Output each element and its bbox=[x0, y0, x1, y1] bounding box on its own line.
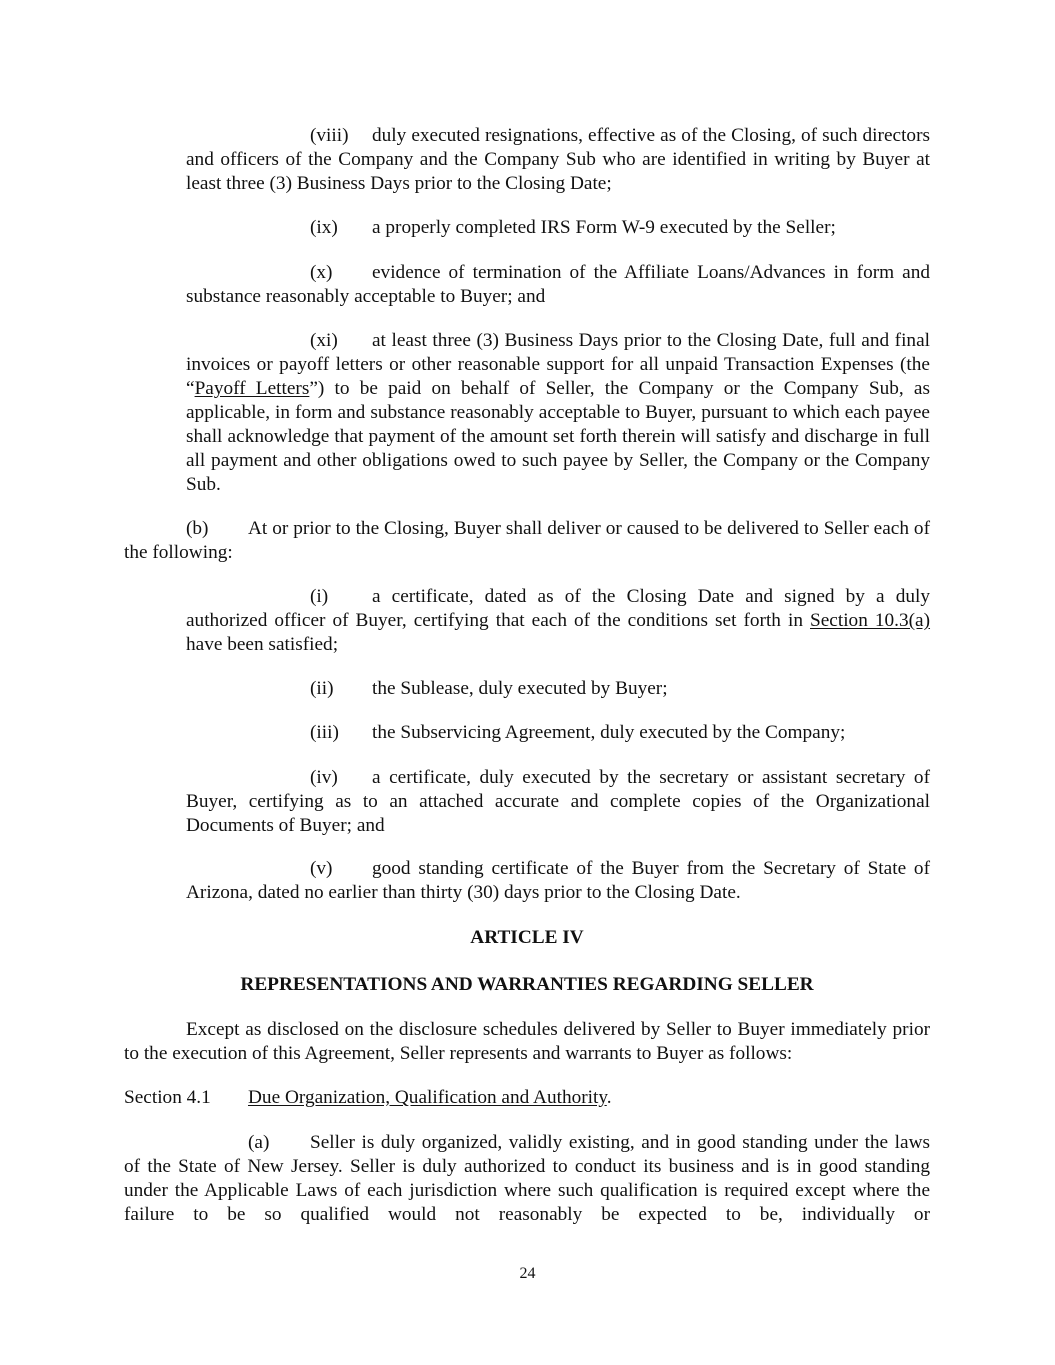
section-heading bbox=[124, 1086, 930, 1110]
item-b-i bbox=[186, 585, 930, 657]
article-title: REPRESENTATIONS AND WARRANTIES REGARDING SELLER bbox=[240, 974, 814, 995]
item-label: (ii) bbox=[310, 678, 334, 699]
section-title: Due Organization, Qualification and Authority bbox=[248, 1087, 607, 1108]
item-text: a properly completed IRS Form W-9 executed by the Seller; bbox=[372, 217, 836, 238]
item-text-before: a certificate, dated as of the Closing Date and signed by a duly authorized officer of Buyer, certifying that each of the conditions set forth in bbox=[186, 586, 930, 631]
clause-4-1-a bbox=[124, 1131, 930, 1227]
item-label: (v) bbox=[310, 858, 333, 879]
item-text-before: at least three (3) Business Days prior to the Closing Date, full and final invoices or payoff letters or other reasonable support for all unpaid Transaction Expenses (the “ bbox=[186, 330, 930, 399]
item-label: (iii) bbox=[310, 722, 339, 743]
item-b-ii bbox=[186, 677, 930, 701]
item-ix bbox=[186, 216, 930, 240]
item-b-v bbox=[186, 857, 930, 905]
item-viii bbox=[186, 124, 930, 196]
item-label: (xi) bbox=[310, 330, 338, 351]
clause-label: (b) bbox=[186, 518, 209, 539]
item-text-after: have been satisfied; bbox=[186, 634, 339, 655]
item-xi bbox=[186, 329, 930, 497]
clause-label: (a) bbox=[248, 1132, 270, 1153]
item-text: a certificate, duly executed by the secretary or assistant secretary of Buyer, certifying as to an attached accurate and complete copies of the Organizational Documents of Buyer; and bbox=[186, 767, 930, 836]
clause-text: At or prior to the Closing, Buyer shall deliver or caused to be delivered to Seller each of the following: bbox=[124, 518, 930, 563]
item-label: (viii) bbox=[310, 125, 349, 146]
defined-term-payoff-letters: Payoff Letters bbox=[194, 378, 310, 399]
section-number: Section 4.1 bbox=[124, 1087, 211, 1108]
item-text: the Subservicing Agreement, duly executed by the Company; bbox=[372, 722, 846, 743]
item-text: the Sublease, duly executed by Buyer; bbox=[372, 678, 668, 699]
item-label: (iv) bbox=[310, 767, 338, 788]
item-label: (ix) bbox=[310, 217, 338, 238]
section-title-period: . bbox=[606, 1087, 612, 1108]
page-number: 24 bbox=[519, 1265, 536, 1282]
item-x bbox=[186, 261, 930, 309]
item-text: good standing certificate of the Buyer from the Secretary of State of Arizona, dated no earlier than thirty (30) days prior to the Closing Date. bbox=[186, 858, 930, 903]
clause-b bbox=[124, 517, 930, 565]
item-text-after: ”) to be paid on behalf of Seller, the Company or the Company Sub, as applicable, in form and substance reasonably acceptable to Buyer, pursuant to which each payee shall acknowledge that payment of the amount set forth therein will satisfy and discharge in full all payment and other obligations owed to such payee by Seller, the Company or the Company Sub. bbox=[186, 378, 930, 495]
item-text: duly executed resignations, effective as of the Closing, of such directors and officers of the Company and the Company Sub who are identified in writing by Buyer at least three (3) Business Days prior to the Closing Date; bbox=[186, 125, 930, 194]
article-number: ARTICLE IV bbox=[470, 927, 584, 948]
item-b-iii bbox=[186, 721, 930, 745]
section-reference-link: Section 10.3(a) bbox=[810, 610, 931, 631]
article-intro: Except as disclosed on the disclosure schedules delivered by Seller to Buyer immediately prior to the execution of this Agreement, Seller represents and warrants to Buyer as follows: bbox=[124, 1019, 930, 1064]
clause-text: Seller is duly organized, validly existing, and in good standing under the laws of the State of New Jersey. Seller is duly authorized to conduct its business and is in good standing under the Applicable Laws of each jurisdiction where such qualification is required except where the failure to be so qualified would not reasonably be expected to be, individually or bbox=[124, 1132, 930, 1225]
item-b-iv bbox=[186, 766, 930, 838]
item-text: evidence of termination of the Affiliate Loans/Advances in form and substance reasonably acceptable to Buyer; and bbox=[186, 262, 930, 307]
item-label: (i) bbox=[310, 586, 329, 607]
item-label: (x) bbox=[310, 262, 333, 283]
